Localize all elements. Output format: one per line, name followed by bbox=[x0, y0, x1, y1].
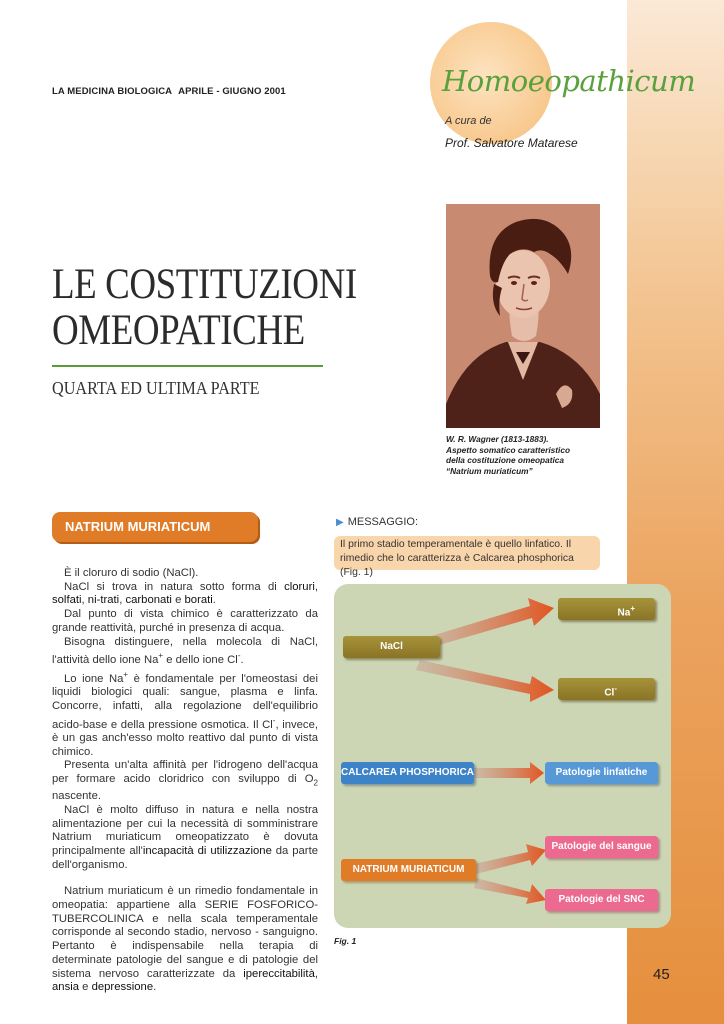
superscript: + bbox=[630, 604, 635, 613]
figure-label: Fig. 1 bbox=[334, 936, 357, 946]
text: NaCl è molto diffuso in natura e nella nostra alimentazione per cui la necessità di somministrare Natrium muriaticum omeopatizzato è dovuta principalmente all' bbox=[52, 803, 318, 857]
text: e dello ione Cl bbox=[163, 653, 238, 666]
journal-name: LA MEDICINA BIOLOGICA bbox=[52, 86, 173, 97]
arrow-to-cl bbox=[416, 660, 554, 702]
text: , invece, è un gas anch'esso molto reattivo dal punto di vista chimico. bbox=[52, 718, 319, 758]
text: , bbox=[314, 580, 318, 593]
highlight: carbonati bbox=[125, 594, 172, 607]
text: e bbox=[171, 594, 185, 607]
node-natrium-muriaticum bbox=[341, 859, 476, 881]
node-na bbox=[558, 598, 655, 620]
node-label: CALCAREA PHOSPHORICA bbox=[341, 767, 474, 778]
text: . bbox=[153, 981, 157, 994]
node-nacl bbox=[343, 636, 440, 658]
node-calcarea-phosphorica bbox=[341, 762, 474, 784]
title-line-1: LE COSTITUZIONI bbox=[52, 261, 357, 308]
title-line-2: OMEOPATICHE bbox=[52, 307, 305, 354]
journal-issue: APRILE - GIUGNO 2001 bbox=[178, 86, 286, 97]
text: NaCl si trova in natura sotto forma di bbox=[64, 580, 285, 593]
node-label: NaCl bbox=[380, 641, 403, 652]
triangle-right-icon: ▶ bbox=[336, 517, 344, 528]
node-label: Na bbox=[617, 607, 631, 619]
message-label: MESSAGGIO: bbox=[347, 516, 418, 528]
portrait-image bbox=[446, 204, 600, 428]
portrait-illustration bbox=[446, 204, 600, 428]
arrow-to-sangue bbox=[474, 844, 546, 874]
journal-header bbox=[52, 86, 286, 97]
text: Presenta un'alta affinità per l'idrogeno dell'acqua per formare acido cloridrico con sviluppo di O bbox=[52, 759, 318, 786]
node-label: Patologie linfatiche bbox=[555, 767, 648, 778]
subscript: 2 bbox=[313, 778, 318, 788]
article-subtitle: QUARTA ED ULTIMA PARTE bbox=[52, 378, 260, 398]
text: da parte dell'organismo. bbox=[52, 844, 318, 871]
highlight: incapacità di utilizzazione bbox=[142, 844, 272, 857]
node-patologie-linfatiche bbox=[545, 762, 658, 784]
paragraph bbox=[52, 636, 318, 668]
node-label: Patologie del sangue bbox=[551, 841, 652, 852]
superscript: + bbox=[123, 669, 129, 679]
highlight: depressione bbox=[91, 981, 154, 994]
highlight: borati bbox=[184, 594, 213, 607]
section-brand: Homoeopathicum bbox=[442, 64, 696, 98]
text: , bbox=[119, 594, 126, 607]
highlight: cloruri bbox=[284, 580, 315, 593]
caption-line: Aspetto somatico caratteristico bbox=[446, 444, 571, 455]
superscript: - bbox=[237, 651, 241, 661]
highlight: ansia bbox=[52, 981, 80, 994]
paragraph bbox=[52, 804, 318, 873]
text: è fondamentale per l'omeostasi dei liquidi biologici quali: sangue, plasma e linfa. Concorre, infatti, alla regolazione dell'equilibrio acido-base e della pressione osmotica. Il Cl bbox=[52, 672, 318, 731]
paragraph bbox=[52, 668, 318, 760]
page-number: 45 bbox=[653, 966, 670, 983]
paragraph bbox=[52, 581, 318, 608]
paragraph bbox=[52, 885, 318, 995]
highlight: solfati bbox=[52, 594, 82, 607]
node-label: Patologie del SNC bbox=[558, 894, 645, 905]
superscript: - bbox=[614, 684, 617, 693]
node-cl bbox=[558, 678, 655, 700]
text: Lo ione Na bbox=[64, 672, 124, 685]
caption-line: “Natrium muriaticum” bbox=[446, 465, 533, 476]
article-body bbox=[52, 567, 318, 995]
section-heading: NATRIUM MURIATICUM bbox=[52, 512, 258, 542]
arrow-to-linfatiche bbox=[474, 762, 544, 784]
text: , bbox=[81, 594, 88, 607]
edited-by-label: A cura de bbox=[445, 115, 492, 127]
node-patologie-snc bbox=[545, 889, 658, 911]
text: nascente. bbox=[52, 790, 101, 803]
highlight: ipereccitabilità bbox=[243, 967, 315, 980]
text: Dal punto di vista chimico è caratterizzato da grande reattività, purché in presenza di acqua. bbox=[52, 608, 318, 634]
superscript: + bbox=[158, 651, 164, 661]
title-divider bbox=[52, 365, 323, 367]
node-label: Cl bbox=[604, 687, 615, 699]
article-title bbox=[52, 262, 357, 354]
text: È il cloruro di sodio (NaCl). bbox=[64, 567, 199, 579]
text: e bbox=[79, 981, 92, 994]
paragraph bbox=[52, 759, 318, 803]
text: . bbox=[240, 653, 244, 666]
portrait-caption bbox=[446, 434, 616, 476]
highlight: ni-trati bbox=[87, 594, 120, 607]
arrow-to-snc bbox=[474, 878, 546, 904]
paragraph bbox=[52, 567, 318, 581]
node-label: NATRIUM MURIATICUM bbox=[352, 864, 465, 875]
caption-line: della costituzione omeopatica bbox=[446, 455, 565, 465]
node-patologie-sangue bbox=[545, 836, 658, 858]
message-heading bbox=[336, 516, 418, 528]
text: , bbox=[314, 967, 318, 980]
text: . bbox=[212, 594, 216, 607]
message-box: Il primo stadio temperamentale è quello linfatico. Il rimedio che lo caratterizza è Calcarea phosphorica (Fig. 1) bbox=[334, 536, 600, 570]
author-name: Prof. Salvatore Matarese bbox=[445, 136, 578, 150]
caption-line: W. R. Wagner (1813-1883). bbox=[446, 434, 549, 444]
text: Natrium muriaticum è un rimedio fondamentale in omeopatia: appartiene alla SERIE FOSFORICO-TUBERCOLINICA e nella scala temperamentale corrisponde al secondo stadio, nervoso - sanguigno. Pertanto è indispensabile nella terapia di determinate patologie del sangue e di patologie del sistema nervoso caratterizzate da bbox=[52, 885, 318, 980]
text: Bisogna distinguere, nella molecola di NaCl, l'attività dello ione Na bbox=[52, 635, 318, 666]
paragraph bbox=[52, 608, 318, 635]
superscript: - bbox=[272, 715, 276, 725]
